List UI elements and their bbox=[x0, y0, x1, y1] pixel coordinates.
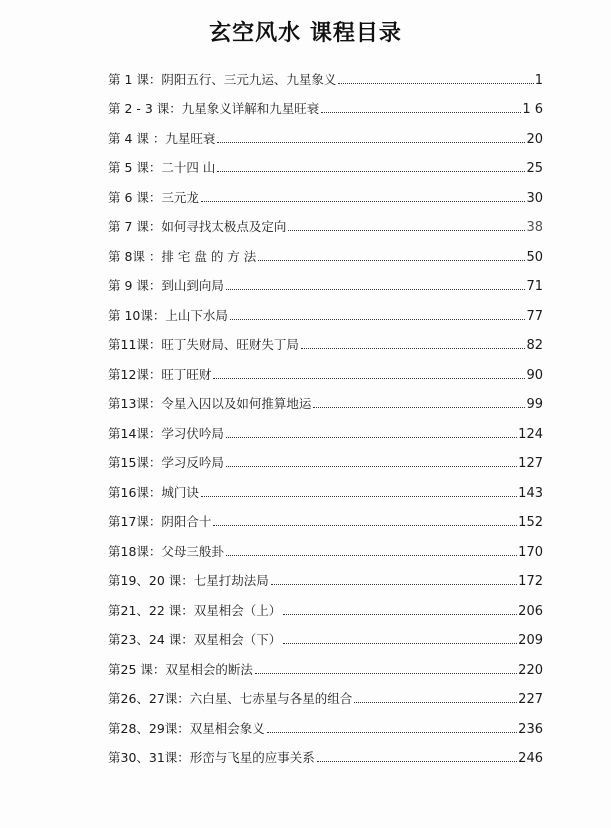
toc-page-number: 1 bbox=[534, 72, 543, 88]
dot-leader bbox=[317, 761, 517, 762]
dot-leader bbox=[213, 378, 525, 379]
toc-entry bbox=[108, 265, 543, 295]
dot-leader bbox=[230, 319, 526, 320]
toc-page-number: 99 bbox=[526, 397, 543, 412]
toc-entry bbox=[108, 412, 543, 442]
toc-lesson-title: 第25 课：双星相会的断法 bbox=[108, 661, 253, 677]
toc-entry bbox=[108, 383, 543, 413]
dot-leader bbox=[283, 614, 517, 615]
toc-page-number: 82 bbox=[526, 338, 543, 353]
toc-entry bbox=[108, 442, 543, 472]
dot-leader bbox=[354, 702, 517, 703]
toc-entry bbox=[108, 560, 543, 590]
toc-entry bbox=[108, 471, 543, 501]
toc-page-number: 50 bbox=[526, 249, 543, 265]
toc-page-number: 20 bbox=[526, 131, 543, 147]
toc-page-number: 170 bbox=[518, 544, 543, 560]
toc-page-number: 71 bbox=[526, 279, 543, 294]
toc-page-number: 206 bbox=[518, 603, 543, 619]
toc-lesson-title: 第 4 课 ：九星旺衰 bbox=[108, 130, 216, 146]
toc-page-number: 1 6 bbox=[522, 102, 543, 117]
toc-lesson-title: 第17课：阴阳合十 bbox=[108, 514, 212, 529]
dot-leader bbox=[313, 407, 525, 408]
toc-lesson-title: 第28、29课：双星相会象义 bbox=[108, 720, 265, 736]
toc-entry bbox=[108, 294, 543, 324]
toc-lesson-title: 第 9 课：到山到向局 bbox=[108, 278, 224, 293]
dot-leader bbox=[338, 83, 533, 84]
toc-entry bbox=[108, 619, 543, 649]
toc-page-number: 38 bbox=[526, 220, 543, 235]
toc-page-number: 246 bbox=[518, 751, 543, 766]
toc-page-number: 143 bbox=[518, 485, 543, 501]
toc-page-number: 172 bbox=[518, 574, 543, 589]
toc-lesson-title: 第 5 课：二十四 山 bbox=[108, 160, 216, 175]
dot-leader bbox=[283, 643, 517, 644]
toc-entry bbox=[108, 530, 543, 560]
toc-page-number: 227 bbox=[518, 692, 543, 707]
toc-entry bbox=[108, 206, 543, 236]
toc-page-number: 236 bbox=[518, 721, 543, 737]
toc-entry bbox=[108, 707, 543, 737]
toc-entry bbox=[108, 147, 543, 177]
toc-entry bbox=[108, 117, 543, 147]
dot-leader bbox=[288, 230, 525, 231]
document-title: 玄空风水 课程目录 bbox=[209, 21, 402, 46]
toc-page-number: 90 bbox=[526, 367, 543, 383]
toc-lesson-title: 第11课：旺丁失财局、旺财失丁局 bbox=[108, 337, 299, 352]
dot-leader bbox=[213, 525, 517, 526]
dot-leader bbox=[255, 673, 517, 674]
toc-page-number: 30 bbox=[526, 190, 543, 206]
toc-page-number: 77 bbox=[526, 308, 543, 324]
toc-lesson-title: 第23、24 课：双星相会（下） bbox=[108, 632, 282, 647]
toc-lesson-title: 第 7 课：如何寻找太极点及定向 bbox=[108, 219, 287, 234]
toc-lesson-title: 第19、20 课：七星打劫法局 bbox=[108, 573, 269, 588]
toc-lesson-title: 第26、27课：六白星、七赤星与各星的组合 bbox=[108, 691, 353, 706]
dot-leader bbox=[226, 289, 526, 290]
toc-page-number: 220 bbox=[518, 662, 543, 678]
dot-leader bbox=[217, 142, 525, 143]
toc-lesson-title: 第 2 - 3 课：九星象义详解和九星旺衰 bbox=[108, 101, 320, 116]
toc-lesson-title: 第18课：父母三般卦 bbox=[108, 543, 224, 559]
toc-lesson-title: 第30、31课：形峦与飞星的应事关系 bbox=[108, 750, 315, 765]
dot-leader bbox=[201, 201, 526, 202]
toc-lesson-title: 第 10课：上山下水局 bbox=[108, 307, 228, 323]
toc-page-number: 124 bbox=[518, 426, 543, 442]
toc-lesson-title: 第21、22 课：双星相会（上） bbox=[108, 602, 282, 618]
toc-entry bbox=[108, 176, 543, 206]
dot-leader bbox=[201, 496, 517, 497]
toc-entry bbox=[108, 678, 543, 708]
toc-page-number: 152 bbox=[518, 515, 543, 530]
toc-lesson-title: 第 8课 ：排 宅 盘 的 方 法 bbox=[108, 248, 257, 264]
toc-entry bbox=[108, 737, 543, 767]
toc-lesson-title: 第16课：城门诀 bbox=[108, 484, 199, 500]
dot-leader bbox=[226, 437, 517, 438]
toc-entry bbox=[108, 501, 543, 531]
dot-leader bbox=[226, 555, 517, 556]
toc-entry bbox=[108, 353, 543, 383]
dot-leader bbox=[321, 112, 521, 113]
toc-lesson-title: 第12课：旺丁旺财 bbox=[108, 366, 212, 382]
dot-leader bbox=[301, 348, 526, 349]
toc-lesson-title: 第 1 课：阴阳五行、三元九运、九星象义 bbox=[108, 71, 337, 87]
dot-leader bbox=[258, 260, 525, 261]
toc-entry bbox=[108, 589, 543, 619]
dot-leader bbox=[271, 584, 517, 585]
table-of-contents bbox=[108, 58, 543, 766]
toc-entry bbox=[108, 648, 543, 678]
toc-page-number: 25 bbox=[526, 161, 543, 176]
dot-leader bbox=[267, 732, 517, 733]
dot-leader bbox=[217, 171, 525, 172]
toc-lesson-title: 第13课：令星入囚以及如何推算地运 bbox=[108, 396, 312, 411]
toc-entry bbox=[108, 58, 543, 88]
toc-page-number: 127 bbox=[518, 456, 543, 471]
toc-lesson-title: 第15课：学习反吟局 bbox=[108, 455, 224, 470]
toc-lesson-title: 第14课：学习伏吟局 bbox=[108, 425, 224, 441]
toc-page-number: 209 bbox=[518, 633, 543, 648]
toc-entry bbox=[108, 88, 543, 118]
dot-leader bbox=[226, 466, 517, 467]
toc-lesson-title: 第 6 课：三元龙 bbox=[108, 189, 199, 205]
toc-entry bbox=[108, 235, 543, 265]
toc-entry bbox=[108, 324, 543, 354]
